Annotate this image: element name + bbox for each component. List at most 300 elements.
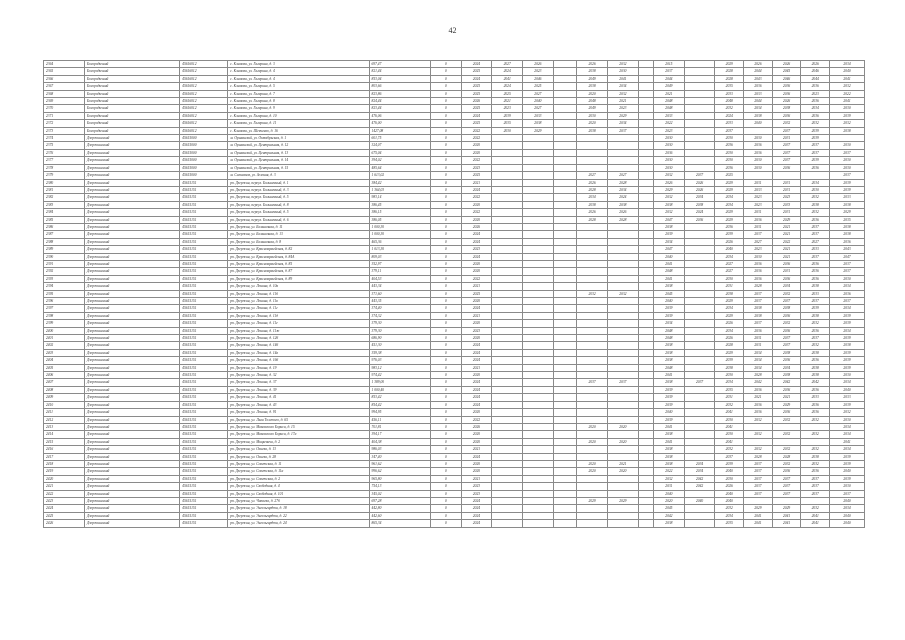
table-cell: 2022 (654, 468, 685, 475)
table-cell: 386,05 (369, 216, 430, 223)
table-cell: 2415 (44, 438, 85, 445)
table-cell: 2021 (461, 446, 492, 453)
table-cell: 2030 (830, 142, 865, 149)
table-cell: 2030 (715, 135, 744, 142)
table-cell: 2045 (772, 68, 801, 75)
table-cell: 45615151 (180, 327, 228, 334)
table-cell (492, 475, 523, 482)
table-cell: 2041 (492, 75, 523, 82)
table-cell (523, 497, 554, 504)
table-cell: Дзержинський (84, 423, 179, 430)
table-cell (523, 238, 554, 245)
table-cell: 2026 (461, 98, 492, 105)
table-cell: 45615151 (180, 379, 228, 386)
table-cell: 2020 (577, 438, 608, 445)
table-cell (607, 253, 638, 260)
table-cell: 2028 (772, 453, 801, 460)
table-cell: 853,42 (369, 394, 430, 401)
table-cell: 2038 (744, 112, 773, 119)
table-cell: 2026 (715, 335, 744, 342)
table-cell: 2021 (461, 312, 492, 319)
table-cell: 2042 (654, 512, 685, 519)
table-cell: 2023 (801, 90, 830, 97)
table-cell: 823,86 (369, 90, 430, 97)
table-row (44, 438, 865, 445)
table-cell (492, 164, 523, 171)
table-cell (553, 201, 577, 208)
table-cell: с. Климова, ул. Шевченко, д. 16 (228, 127, 369, 134)
table-cell: 2020 (461, 431, 492, 438)
table-cell: 2021 (654, 90, 685, 97)
table-cell: 2367 (44, 83, 85, 90)
table-cell (684, 312, 715, 319)
table-cell (523, 512, 554, 519)
table-cell: 0 (430, 98, 461, 105)
table-cell (523, 386, 554, 393)
table-cell: 2368 (44, 90, 85, 97)
table-cell (577, 312, 608, 319)
table-cell: 2393 (44, 275, 85, 282)
table-cell (492, 260, 523, 267)
table-cell: 2032 (744, 431, 773, 438)
table-cell: рп. Дзержин, ул. Красноармейская, д. 84А (228, 253, 369, 260)
table-cell (553, 505, 577, 512)
table-cell: 45615151 (180, 357, 228, 364)
table-cell (553, 164, 577, 171)
table-cell: Дзержинський (84, 520, 179, 527)
table-row (44, 186, 865, 193)
table-cell: 2036 (830, 290, 865, 297)
table-cell: 2041 (801, 520, 830, 527)
table-cell (607, 364, 638, 371)
table-cell: Дзержинський (84, 157, 179, 164)
table-cell: 2036 (715, 223, 744, 230)
table-cell: Дзержинський (84, 312, 179, 319)
table-cell: 379,30 (369, 327, 430, 334)
table-cell: 2390 (44, 253, 85, 260)
table-cell (684, 105, 715, 112)
table-cell: 2028 (744, 283, 773, 290)
table-cell (553, 483, 577, 490)
table-row (44, 201, 865, 208)
table-cell: 2412 (44, 416, 85, 423)
table-row (44, 112, 865, 119)
table-cell: 2040 (715, 468, 744, 475)
table-cell: Дзержинський (84, 149, 179, 156)
table-cell: Дзержинський (84, 372, 179, 379)
table-cell (684, 431, 715, 438)
table-cell: 0 (430, 446, 461, 453)
table-cell: 2371 (44, 112, 85, 119)
table-cell: 0 (430, 394, 461, 401)
table-cell: 2036 (772, 90, 801, 97)
table-cell: 0 (430, 379, 461, 386)
table-cell: 0 (430, 372, 461, 379)
table-cell: 2034 (654, 320, 685, 327)
table-cell: 2037 (801, 253, 830, 260)
table-cell: 2024 (461, 401, 492, 408)
table-cell (553, 512, 577, 519)
table-cell: 0 (430, 172, 461, 179)
table-row (44, 401, 865, 408)
table-cell: 2036 (772, 260, 801, 267)
table-cell: рп. Дзержин, ул. Льва Толстого, д. 65 (228, 416, 369, 423)
table-cell: рп. Дзержин, ул. Красноармейская, д. 87 (228, 268, 369, 275)
table-cell (744, 497, 773, 504)
table-cell (553, 112, 577, 119)
table-cell (744, 127, 773, 134)
table-cell: 2024 (461, 453, 492, 460)
table-cell: 2036 (684, 216, 715, 223)
table-cell: 2034 (715, 201, 744, 208)
table-cell: 2384 (44, 209, 85, 216)
table-cell: рп. Дзержин, ул. Ленина, д. 43 (228, 401, 369, 408)
table-row (44, 127, 865, 134)
table-cell: 754,13 (369, 483, 430, 490)
table-cell: 45615151 (180, 201, 228, 208)
table-cell: 45615151 (180, 290, 228, 297)
table-row (44, 335, 865, 342)
table-cell: 2039 (801, 305, 830, 312)
table-row (44, 342, 865, 349)
table-cell (684, 386, 715, 393)
table-cell: 2029 (744, 505, 773, 512)
table-cell (684, 90, 715, 97)
table-cell: 2031 (654, 483, 685, 490)
table-cell: 2041 (654, 438, 685, 445)
table-cell: 2026 (715, 238, 744, 245)
table-cell (492, 416, 523, 423)
table-cell: 2027 (523, 105, 554, 112)
table-cell (607, 483, 638, 490)
table-cell: 2032 (654, 172, 685, 179)
table-cell: 0 (430, 357, 461, 364)
table-cell: 2020 (607, 468, 638, 475)
table-cell: 2033 (772, 201, 801, 208)
table-cell: Богородичний (84, 83, 179, 90)
table-cell: 374,40 (369, 305, 430, 312)
table-cell: 1 000,30 (369, 223, 430, 230)
table-cell: 2030 (715, 275, 744, 282)
table-cell: 2034 (801, 105, 830, 112)
table-cell: 983,14 (369, 194, 430, 201)
table-cell: 2039 (830, 312, 865, 319)
table-row (44, 105, 865, 112)
table-row (44, 431, 865, 438)
table-row (44, 453, 865, 460)
table-cell: 2033 (830, 194, 865, 201)
table-cell: 2038 (715, 364, 744, 371)
table-cell: 2036 (772, 386, 801, 393)
table-cell (523, 379, 554, 386)
table-cell (492, 201, 523, 208)
table-cell: 2037 (801, 298, 830, 305)
table-cell: 0 (430, 105, 461, 112)
table-cell: 2409 (44, 394, 85, 401)
table-cell: рп. Дзержин, переул. Больничный, д. 1 (228, 179, 369, 186)
table-cell: 697,28 (369, 497, 430, 504)
table-cell (638, 246, 653, 253)
table-cell: 45615151 (180, 253, 228, 260)
table-cell (523, 275, 554, 282)
table-cell: 2027 (715, 260, 744, 267)
table-cell: 675,04 (369, 149, 430, 156)
table-cell: 2026 (523, 61, 554, 68)
table-cell (607, 238, 638, 245)
table-row (44, 460, 865, 467)
table-cell (638, 364, 653, 371)
table-cell: 2026 (715, 483, 744, 490)
table-cell: 2037 (772, 490, 801, 497)
table-cell: 2028 (715, 68, 744, 75)
table-cell (638, 497, 653, 504)
table-cell (638, 231, 653, 238)
table-cell (492, 512, 523, 519)
table-cell (684, 305, 715, 312)
table-cell: с. Климова, ул. Гагарина, д. 8 (228, 98, 369, 105)
table-cell: 2042 (744, 379, 773, 386)
table-row (44, 497, 865, 504)
table-cell: 2023 (523, 68, 554, 75)
table-cell (523, 320, 554, 327)
table-cell: 2024 (461, 253, 492, 260)
table-cell: рп. Дзержин, ул. Энгельгардта, д. 18 (228, 505, 369, 512)
table-cell: рп. Дзержин, переул. Больничный, д. 3 (228, 186, 369, 193)
table-cell: 2032 (801, 505, 830, 512)
table-cell: 2037 (744, 320, 773, 327)
table-cell: рп. Дзержин, ул. Ленина, д. 39 (228, 386, 369, 393)
table-cell: 986,03 (369, 446, 430, 453)
table-cell (577, 238, 608, 245)
table-cell (492, 216, 523, 223)
table-cell: 0 (430, 194, 461, 201)
table-cell: Дзержинський (84, 216, 179, 223)
table-cell (684, 260, 715, 267)
table-cell (638, 460, 653, 467)
table-cell: 2040 (654, 490, 685, 497)
table-cell: 0 (430, 238, 461, 245)
table-cell: 2025 (461, 90, 492, 97)
table-cell: 2035 (715, 83, 744, 90)
table-cell (684, 98, 715, 105)
table-cell: 2405 (44, 364, 85, 371)
table-cell: 2030 (715, 149, 744, 156)
table-cell: 2030 (654, 164, 685, 171)
table-cell (684, 223, 715, 230)
table-cell (492, 223, 523, 230)
table-cell (638, 423, 653, 430)
table-cell (492, 401, 523, 408)
table-cell: с. Климова, ул. Гагарина, д. 5 (228, 83, 369, 90)
table-cell: 0 (430, 223, 461, 230)
table-cell (577, 283, 608, 290)
table-cell: 821,44 (369, 68, 430, 75)
table-cell (523, 423, 554, 430)
table-cell (577, 142, 608, 149)
table-cell: 2037 (654, 68, 685, 75)
table-cell: 45615151 (180, 460, 228, 467)
table-cell (577, 505, 608, 512)
table-cell (638, 416, 653, 423)
table-cell: 0 (430, 283, 461, 290)
table-cell: рп. Дзержин, ул. Ленина, д. 11б (228, 290, 369, 297)
table-cell: 394,17 (369, 431, 430, 438)
table-cell: 2024 (461, 505, 492, 512)
table-cell: 451,30 (369, 342, 430, 349)
table-cell: 0 (430, 490, 461, 497)
table-cell: 701,81 (369, 423, 430, 430)
table-cell: рп. Дзержин, ул. Энгельгардта, д. 24 (228, 520, 369, 527)
table-cell: 2029 (772, 216, 801, 223)
table-cell (553, 423, 577, 430)
table-cell: 45615151 (180, 216, 228, 223)
table-cell: 803,66 (369, 83, 430, 90)
table-cell: 2020 (461, 438, 492, 445)
table-cell: 2026 (577, 61, 608, 68)
table-cell: 2034 (607, 120, 638, 127)
table-cell (638, 431, 653, 438)
table-cell: 2047 (654, 246, 685, 253)
table-cell: 2037 (830, 268, 865, 275)
table-cell (523, 349, 554, 356)
table-cell (638, 379, 653, 386)
table-cell: 2035 (492, 120, 523, 127)
table-cell: 45616012 (180, 105, 228, 112)
table-cell: 2034 (744, 357, 773, 364)
table-cell: рп. Дзержин, ул. Ленина, д. 14в (228, 349, 369, 356)
table-cell (684, 157, 715, 164)
table-cell: Дзержинський (84, 209, 179, 216)
table-cell: 45615000 (180, 149, 228, 156)
table-cell: 2038 (654, 431, 685, 438)
table-cell: рп. Дзержин, ул. Ленина, д. 11е (228, 320, 369, 327)
table-cell: 45616012 (180, 61, 228, 68)
table-cell: 2049 (577, 105, 608, 112)
table-cell (492, 194, 523, 201)
table-cell: рп. Дзержин, ул. Ленина, д. 11г (228, 305, 369, 312)
table-cell: 2025 (461, 68, 492, 75)
table-cell: 2032 (715, 105, 744, 112)
table-cell: 2021 (772, 394, 801, 401)
table-cell: 2024 (461, 386, 492, 393)
table-cell: 2036 (801, 357, 830, 364)
table-cell: 2024 (461, 379, 492, 386)
table-cell: 2029 (523, 127, 554, 134)
table-cell: 2033 (523, 112, 554, 119)
table-cell: 2036 (715, 164, 744, 171)
table-cell: 2041 (654, 372, 685, 379)
table-cell: 443,35 (369, 298, 430, 305)
table-cell (553, 253, 577, 260)
table-cell: 2031 (744, 179, 773, 186)
table-cell: 2389 (44, 246, 85, 253)
table-cell: 2028 (577, 186, 608, 193)
table-cell: 0 (430, 520, 461, 527)
table-cell: 2038 (654, 342, 685, 349)
table-cell: 45615151 (180, 298, 228, 305)
table-cell (553, 468, 577, 475)
table-cell: 2032 (654, 209, 685, 216)
table-cell: 2380 (44, 179, 85, 186)
table-row (44, 372, 865, 379)
table-cell: 2034 (684, 194, 715, 201)
table-row (44, 238, 865, 245)
table-cell (638, 438, 653, 445)
table-cell: рп. Дзержин, ул. Красноармейская, д. 85 (228, 260, 369, 267)
table-cell: 2026 (607, 209, 638, 216)
table-cell: 2023 (744, 201, 773, 208)
table-cell: 2037 (801, 149, 830, 156)
table-cell: 1 013,30 (369, 246, 430, 253)
table-cell: 2038 (801, 283, 830, 290)
table-cell: 2042 (772, 379, 801, 386)
table-cell: 0 (430, 135, 461, 142)
table-cell: 2026 (684, 179, 715, 186)
table-cell: 2037 (830, 298, 865, 305)
table-cell: 45615151 (180, 423, 228, 430)
table-cell (607, 416, 638, 423)
table-cell: 2034 (744, 105, 773, 112)
table-cell: 2024 (461, 512, 492, 519)
table-row (44, 253, 865, 260)
table-cell: 0 (430, 68, 461, 75)
table-cell: 45615151 (180, 475, 228, 482)
table-cell (577, 305, 608, 312)
table-cell: 2030 (492, 127, 523, 134)
table-cell (492, 342, 523, 349)
table-cell: 2020 (607, 438, 638, 445)
table-cell: 2022 (461, 157, 492, 164)
table-cell (684, 112, 715, 119)
table-cell: Дзержинський (84, 460, 179, 467)
table-cell: 2025 (461, 172, 492, 179)
table-cell: 2036 (744, 275, 773, 282)
table-cell (638, 112, 653, 119)
table-cell (684, 142, 715, 149)
table-cell: 2027 (577, 172, 608, 179)
table-cell (684, 253, 715, 260)
table-cell (553, 394, 577, 401)
table-cell (523, 260, 554, 267)
table-cell: 2030 (715, 372, 744, 379)
table-cell: 2020 (577, 460, 608, 467)
table-cell: 2046 (801, 68, 830, 75)
table-cell: 2046 (523, 75, 554, 82)
table-cell (684, 349, 715, 356)
table-cell: 823,44 (369, 105, 430, 112)
table-cell: 2033 (744, 186, 773, 193)
table-cell: 45615151 (180, 231, 228, 238)
table-cell: 2036 (801, 409, 830, 416)
table-cell: 2375 (44, 142, 85, 149)
table-cell: 2030 (577, 112, 608, 119)
table-row (44, 223, 865, 230)
table-cell: 2414 (44, 431, 85, 438)
table-cell (492, 483, 523, 490)
table-cell: 0 (430, 231, 461, 238)
table-cell: 0 (430, 209, 461, 216)
table-cell (638, 349, 653, 356)
table-cell: Дзержинський (84, 164, 179, 171)
table-cell: 2039 (715, 357, 744, 364)
table-row (44, 142, 865, 149)
table-cell: 2394 (44, 283, 85, 290)
table-cell: Дзержинський (84, 320, 179, 327)
table-cell: 686,90 (369, 335, 430, 342)
table-cell: рп. Дзержин, ул. Больничная, д. 13 (228, 231, 369, 238)
table-cell: 2022 (461, 209, 492, 216)
table-cell: 0 (430, 512, 461, 519)
